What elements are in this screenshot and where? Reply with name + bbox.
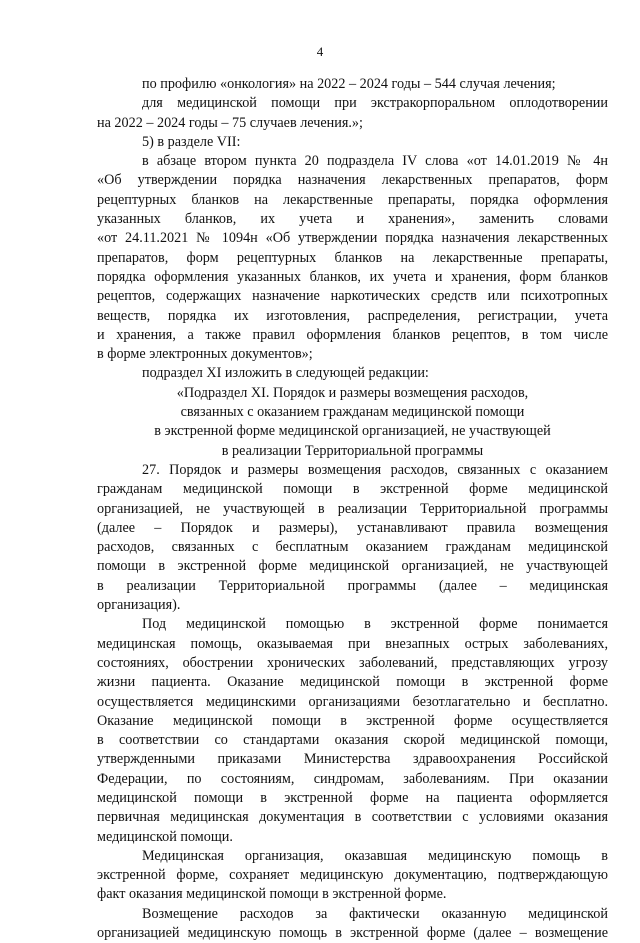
text-line: организацией, не участвующей в реализации Территориальной программы bbox=[97, 500, 608, 517]
text-line: гражданам медицинской помощи в экстренной форме медицинской bbox=[97, 481, 608, 498]
text-line: Медицинская организация, оказавшая медицинскую помощь в bbox=[142, 847, 608, 864]
text-line: 27. Порядок и размеры возмещения расходов, связанных с оказанием bbox=[142, 461, 608, 478]
page-number: 4 bbox=[316, 44, 324, 59]
text-line: препаратов, форм рецептурных бланков на лекарственные препараты, bbox=[97, 249, 608, 266]
text-line: и хранения, а также правил оформления бланков рецептов, в том числе bbox=[97, 326, 608, 343]
text-line: состояниях, обострении хронических заболеваний, представляющих угрозу bbox=[97, 654, 608, 671]
text-line: в соответствии со стандартами оказания скорой медицинской помощи, bbox=[97, 732, 608, 749]
text-line: порядка оформления указанных бланков, их учета и хранения, форм бланков bbox=[97, 268, 608, 285]
text-line: Федерации, по состояниям, синдромам, заболеваниям. При оказании bbox=[97, 770, 608, 787]
text-line: расходов, связанных с бесплатным оказанием гражданам медицинской bbox=[97, 539, 608, 556]
text-line: на 2022 – 2024 годы – 75 случаев лечения.»; bbox=[97, 114, 363, 131]
text-line: помощи в экстренной форме медицинской организацией, не участвующей bbox=[97, 558, 608, 575]
text-line: Под медицинской помощью в экстренной форме понимается bbox=[142, 616, 608, 633]
text-line: «от 24.11.2021 № 1094н «Об утверждении порядка назначения лекарственных bbox=[97, 230, 608, 247]
text-line: «Подраздел XI. Порядок и размеры возмещения расходов, bbox=[176, 384, 529, 401]
text-line: «Об утверждении порядка назначения лекарственных препаратов, форм bbox=[97, 172, 608, 189]
text-line: подраздел XI изложить в следующей редакции: bbox=[142, 365, 429, 382]
text-line: веществ, порядка их изготовления, распределения, регистрации, учета bbox=[97, 307, 608, 324]
text-line: факт оказания медицинской помощи в экстренной форме. bbox=[97, 886, 447, 903]
text-line: медицинской помощи. bbox=[97, 828, 233, 845]
text-line: организация). bbox=[97, 597, 181, 614]
text-line: указанных бланков, их учета и хранения», заменить словами bbox=[97, 211, 608, 228]
text-line: Возмещение расходов за фактически оказанную медицинской bbox=[142, 905, 608, 922]
text-line: связанных с оказанием гражданам медицинской помощи bbox=[180, 404, 525, 421]
text-line: по профилю «онкология» на 2022 – 2024 годы – 544 случая лечения; bbox=[142, 76, 556, 92]
text-line: осуществляется медицинскими организациями безотлагательно и бесплатно. bbox=[97, 693, 608, 710]
text-line: (далее – Порядок и размеры), устанавливают правила возмещения bbox=[97, 519, 608, 536]
text-line: рецептурных бланков на лекарственные препараты, порядка оформления bbox=[97, 191, 608, 208]
text-line: медицинская помощь, оказываемая при внезапных острых заболеваниях, bbox=[97, 635, 608, 652]
text-line: в реализации Территориальной программы (далее – медицинская bbox=[97, 577, 608, 594]
document-body bbox=[97, 75, 608, 943]
text-line: в форме электронных документов»; bbox=[97, 346, 313, 363]
text-line: первичная медицинская документация в соответствии с условиями оказания bbox=[97, 809, 608, 826]
text-line: жизни пациента. Оказание медицинской помощи в экстренной форме bbox=[97, 674, 608, 691]
text-line: медицинской помощи в экстренной форме на пациента оформляется bbox=[97, 789, 608, 806]
text-line: в абзаце втором пункта 20 подраздела IV слова «от 14.01.2019 № 4н bbox=[142, 153, 608, 170]
text-line: рецептов, содержащих назначение наркотических средств или психотропных bbox=[97, 288, 608, 305]
text-line: для медицинской помощи при экстракорпоральном оплодотворении bbox=[142, 95, 608, 112]
text-line: Оказание медицинской помощи в экстренной форме осуществляется bbox=[97, 712, 608, 729]
text-line: организацией медицинскую помощь в экстренной форме (далее – возмещение bbox=[97, 925, 608, 942]
text-line: в реализации Территориальной программы bbox=[221, 442, 484, 459]
text-line: экстренной форме, сохраняет медицинскую документацию, подтверждающую bbox=[97, 867, 608, 884]
text-line: 5) в разделе VII: bbox=[142, 133, 241, 150]
text-line: утвержденными приказами Министерства здравоохранения Российской bbox=[97, 751, 608, 768]
text-line: в экстренной форме медицинской организацией, не участвующей bbox=[154, 423, 551, 440]
